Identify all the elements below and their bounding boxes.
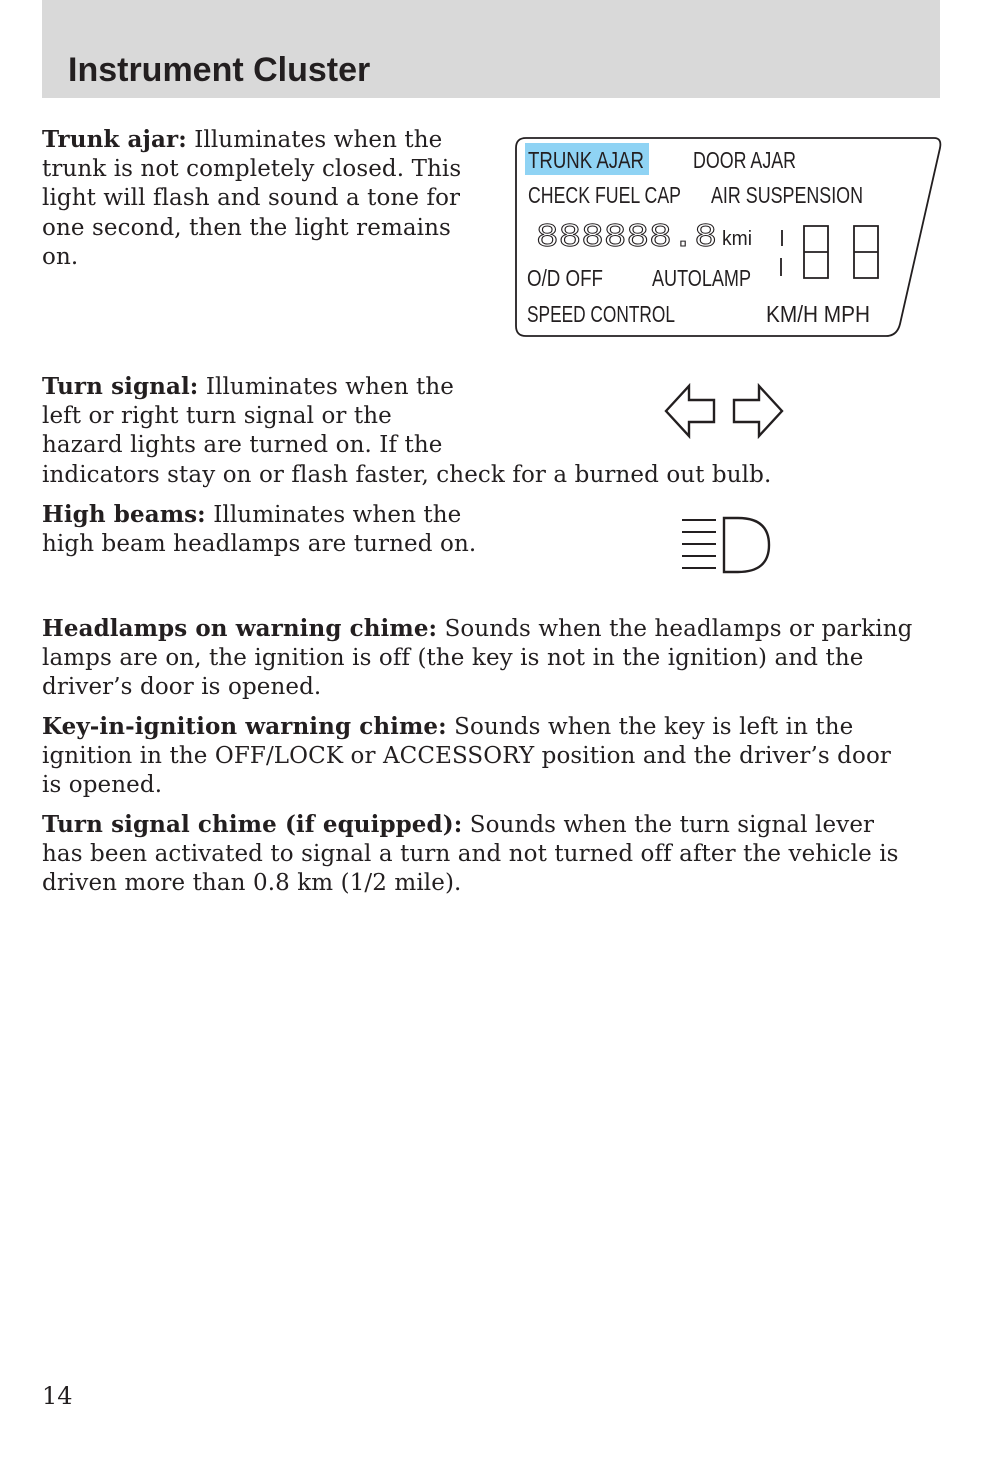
high-beams-line1: Illuminates when the	[205, 502, 462, 528]
turn-chime-paragraph	[42, 810, 899, 899]
key-chime-line2: ignition in the OFF/LOCK or ACCESSORY position and the driver’s door	[42, 743, 891, 770]
high-beams-paragraph	[42, 500, 476, 559]
headlamps-chime-line2: lamps are on, the ignition is off (the key is not in the ignition) and the	[42, 645, 864, 672]
high-beams-line2: high beam headlamps are turned on.	[42, 531, 477, 558]
right-arrow-icon	[734, 386, 782, 436]
high-beam-icon	[678, 514, 774, 578]
trunk-ajar-paragraph	[42, 125, 461, 272]
left-arrow-icon	[666, 386, 714, 436]
key-chime-paragraph	[42, 712, 891, 801]
key-chime-term: Key-in-ignition warning chime:	[42, 713, 447, 740]
display-air-suspension: AIR SUSPENSION	[711, 182, 863, 208]
page-title: Instrument Cluster	[68, 51, 371, 89]
display-door-ajar: DOOR AJAR	[693, 147, 796, 173]
headlamp-shape-icon	[724, 518, 769, 572]
headlamps-chime-line3: driver’s door is opened.	[42, 674, 322, 701]
turn-chime-term: Turn signal chime (if equipped):	[42, 811, 463, 838]
trunk-ajar-line1: Illuminates when the	[186, 127, 443, 153]
high-beam-rays	[682, 520, 716, 568]
turn-signal-term: Turn signal:	[42, 373, 199, 400]
headlamps-chime-line1: Sounds when the headlamps or parking	[437, 616, 913, 642]
display-speed-units: KM/H MPH	[766, 301, 870, 327]
trunk-ajar-line3: light will flash and sound a tone for	[42, 185, 461, 212]
turn-signal-icons-svg	[662, 382, 788, 440]
display-odometer: 888888.8	[536, 219, 717, 256]
headlamps-chime-term: Headlamps on warning chime:	[42, 615, 438, 642]
headlamps-chime-paragraph	[42, 614, 912, 703]
high-beam-icon-box	[678, 514, 774, 582]
trunk-ajar-line2: trunk is not completely closed. This	[42, 156, 462, 183]
high-beams-term: High beams:	[42, 501, 206, 528]
turn-chime-line2: has been activated to signal a turn and not turned off after the vehicle is	[42, 841, 899, 868]
key-chime-line3: is opened.	[42, 772, 163, 799]
turn-signal-line2: left or right turn signal or the	[42, 403, 392, 430]
display-autolamp: AUTOLAMP	[652, 265, 751, 291]
display-check-fuel-cap: CHECK FUEL CAP	[528, 182, 681, 208]
display-odometer-unit: kmi	[722, 228, 752, 250]
turn-signal-line1: Illuminates when the	[198, 374, 454, 400]
message-center-display-svg	[514, 136, 944, 340]
turn-chime-line1: Sounds when the turn signal lever	[462, 812, 875, 838]
display-trunk-ajar: TRUNK AJAR	[528, 147, 644, 173]
page-number: 14	[42, 1382, 73, 1410]
turn-signal-icons	[662, 382, 788, 444]
display-od-off: O/D OFF	[527, 265, 603, 291]
turn-signal-line4: indicators stay on or flash faster, check for a burned out bulb.	[42, 461, 772, 488]
turn-signal-line3: hazard lights are turned on. If the	[42, 432, 443, 459]
trunk-ajar-line4: one second, then the light remains	[42, 214, 451, 241]
turn-chime-line3: driven more than 0.8 km (1/2 mile).	[42, 870, 462, 897]
message-center-display	[514, 136, 944, 340]
trunk-ajar-term: Trunk ajar:	[42, 126, 187, 153]
trunk-ajar-line5: on.	[42, 243, 79, 270]
display-speed-control: SPEED CONTROL	[527, 301, 676, 327]
key-chime-line1: Sounds when the key is left in the	[446, 714, 854, 740]
